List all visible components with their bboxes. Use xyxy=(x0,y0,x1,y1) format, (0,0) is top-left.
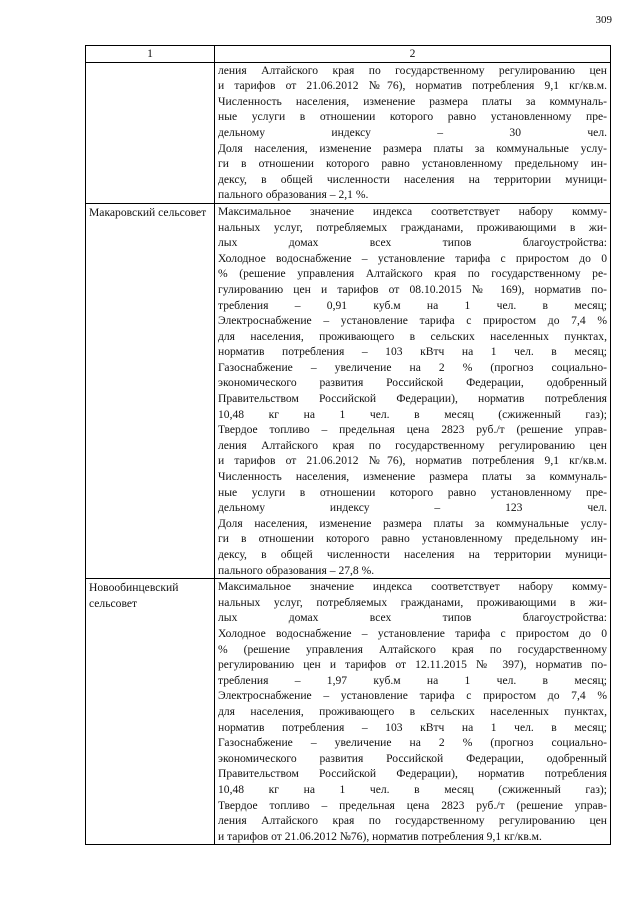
text-line: Правительством Российской Федерации), норматив потребления xyxy=(218,392,607,406)
text-line: и тарифов от 21.06.2012 №76), норматив потребления 9,1 кг/кв.м. xyxy=(218,79,607,93)
index-description xyxy=(215,62,611,203)
text-line: лых домах всех типов благоустройства: xyxy=(218,236,607,250)
text-line: для населения, проживающего в сельских населенных пунктах, xyxy=(218,329,607,343)
column-header-1: 1 xyxy=(86,46,215,63)
document-table xyxy=(85,45,611,845)
municipality-name xyxy=(86,62,215,203)
municipality-name: Макаровский сельсовет xyxy=(86,203,215,578)
text-line: Численность населения, изменение размера платы за коммуналь- xyxy=(218,470,607,484)
text-line: Численность населения, изменение размера платы за коммуналь- xyxy=(218,94,607,108)
text-line: экономического развития Российской Федерации, одобренный xyxy=(218,376,607,390)
text-line: ные услуги в отношении которого равно установленному пре- xyxy=(218,485,607,499)
text-line: лых домах всех типов благоустройства: xyxy=(218,611,607,625)
text-line: регулированию цен и тарифов от 12.11.2015 № 397), норматив по- xyxy=(218,658,607,672)
text-line: % (решение управления Алтайского края по государственному xyxy=(218,642,607,656)
text-line: требления – 0,91 куб.м на 1 чел. в месяц; xyxy=(218,298,607,312)
text-line: ги в отношении которого равно установленному предельному ин- xyxy=(218,157,607,171)
text-line: пального образования – 27,8 %. xyxy=(218,563,375,577)
text-line: экономического развития Российской Федерации, одобренный xyxy=(218,751,607,765)
text-line: Правительством Российской Федерации), норматив потребления xyxy=(218,767,607,781)
text-line: пального образования – 2,1 %. xyxy=(218,188,369,202)
text-line: Электроснабжение – установление тарифа с приростом до 7,4 % xyxy=(218,689,607,703)
text-line: 10,48 кг на 1 чел. в месяц (сжиженный газ); xyxy=(218,782,607,796)
text-line: и тарифов от 21.06.2012 №76), норматив потребления 9,1 кг/кв.м. xyxy=(218,454,607,468)
table-row xyxy=(86,579,611,845)
text-line: Доля населения, изменение размера платы за коммунальные услу- xyxy=(218,516,607,530)
text-line: ления Алтайского края по государственному регулированию цен xyxy=(218,63,607,77)
page-number: 309 xyxy=(595,14,612,26)
column-header-2: 2 xyxy=(215,46,611,63)
text-line: Холодное водоснабжение – установление тарифа с приростом до 0 xyxy=(218,251,607,265)
text-line: Максимальное значение индекса соответствует набору комму- xyxy=(218,580,607,594)
index-description xyxy=(215,579,611,845)
text-line: 10,48 кг на 1 чел. в месяц (сжиженный газ); xyxy=(218,407,607,421)
index-description xyxy=(215,203,611,578)
text-line: нальных услуг, потребляемых гражданами, проживающими в жи- xyxy=(218,595,607,609)
text-line: ления Алтайского края по государственному регулированию цен xyxy=(218,814,607,828)
text-line: ные услуги в отношении которого равно установленному пре- xyxy=(218,110,607,124)
table-row xyxy=(86,203,611,578)
text-line: дексу, в общей численности населения на территории муници- xyxy=(218,172,607,186)
text-line: норматив потребления – 103 кВтч на 1 чел. в месяц; xyxy=(218,720,607,734)
text-line: требления – 1,97 куб.м на 1 чел. в месяц; xyxy=(218,673,607,687)
text-line: для населения, проживающего в сельских населенных пунктах, xyxy=(218,704,607,718)
text-line: Твердое топливо – предельная цена 2823 руб./т (решение управ- xyxy=(218,798,607,812)
text-line: и тарифов от 21.06.2012 №76), норматив потребления 9,1 кг/кв.м. xyxy=(218,829,542,843)
text-line: Газоснабжение – увеличение на 2 % (прогноз социально- xyxy=(218,360,607,374)
text-line: Газоснабжение – увеличение на 2 % (прогноз социально- xyxy=(218,736,607,750)
text-line: Доля населения, изменение размера платы за коммунальные услу- xyxy=(218,141,607,155)
text-line: дексу, в общей численности населения на территории муници- xyxy=(218,548,607,561)
text-line: норматив потребления – 103 кВтч на 1 чел. в месяц; xyxy=(218,345,607,359)
text-line: Холодное водоснабжение – установление тарифа с приростом до 0 xyxy=(218,626,607,640)
table-header-row xyxy=(86,46,611,63)
municipality-name: Новообинцевский сельсовет xyxy=(86,579,215,845)
text-line: дельному индексу – 30 чел. xyxy=(218,125,607,139)
text-line: Электроснабжение – установление тарифа с приростом до 7,4 % xyxy=(218,314,607,328)
text-line: % (решение управления Алтайского края по государственному ре- xyxy=(218,267,607,281)
text-line: ги в отношении которого равно установленному предельному ин- xyxy=(218,532,607,546)
text-line: гулированию цен и тарифов от 08.10.2015 № 169), норматив по- xyxy=(218,282,607,296)
text-line: Твердое топливо – предельная цена 2823 руб./т (решение управ- xyxy=(218,423,607,437)
table-row xyxy=(86,62,611,203)
text-line: Максимальное значение индекса соответствует набору комму- xyxy=(218,204,607,218)
text-line: нальных услуг, потребляемых гражданами, проживающими в жи- xyxy=(218,220,607,234)
text-line: дельному индексу – 123 чел. xyxy=(218,501,607,515)
text-line: ления Алтайского края по государственному регулированию цен xyxy=(218,438,607,452)
